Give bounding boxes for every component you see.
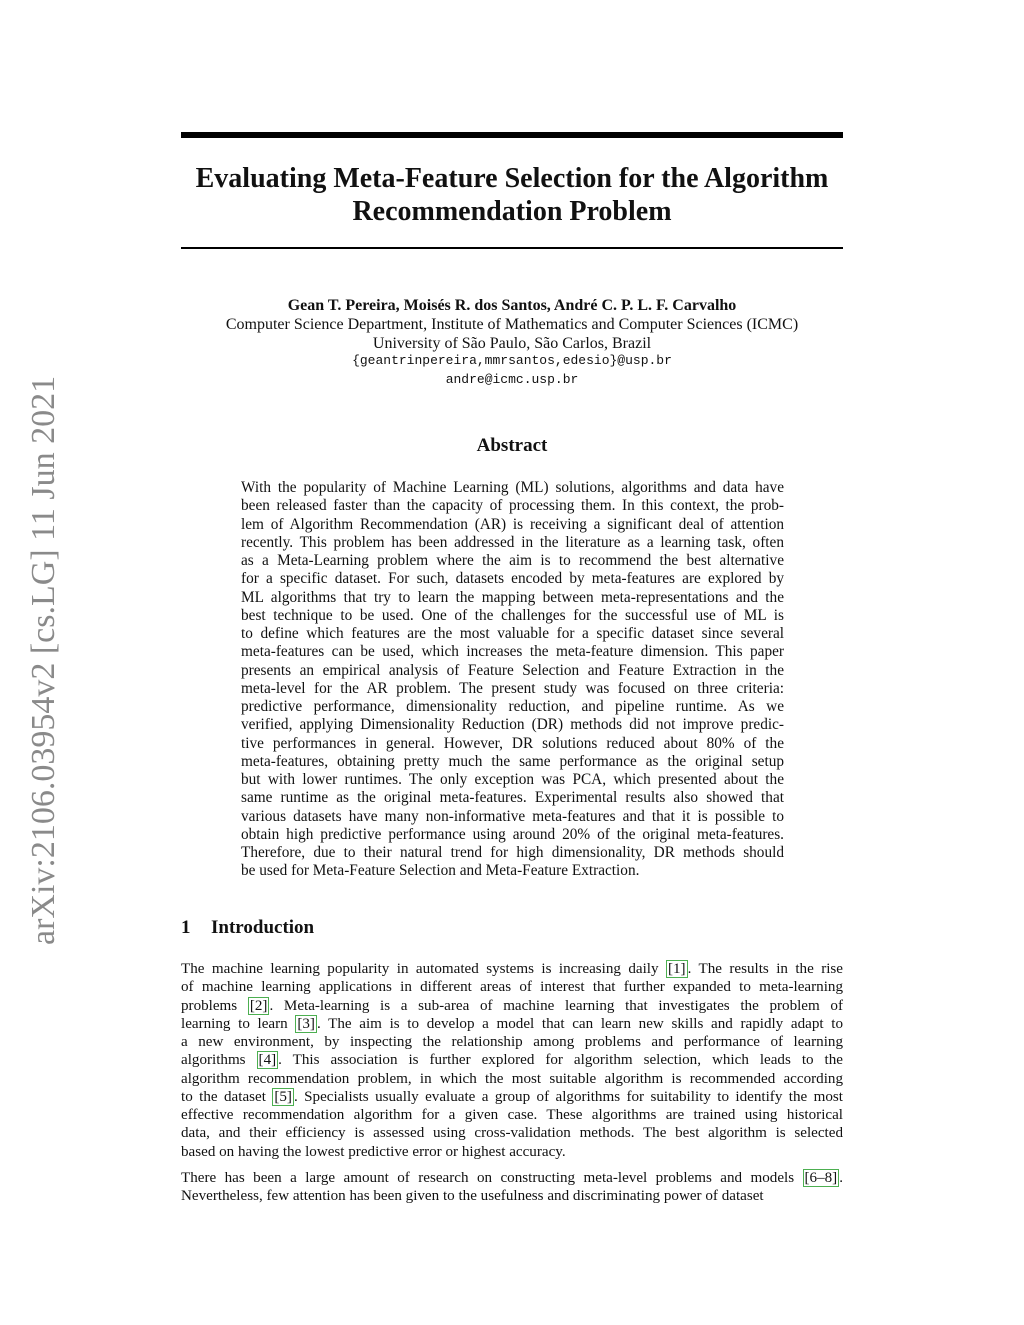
abstract-line: be used for Meta-Feature Selection and Meta-Feature Extraction. [241, 862, 640, 880]
paragraph-text: There has been a large amount of research on constructing meta-level problems and models [181, 1170, 803, 1186]
paper-title-line-1: Evaluating Meta-Feature Selection for the Algorithm [195, 163, 829, 194]
section-heading-introduction [181, 917, 314, 939]
paragraph-text: The machine learning popularity in automated systems is increasing daily [181, 961, 666, 977]
introduction-paragraph-1 [181, 960, 843, 1161]
paragraph-line [181, 997, 843, 1015]
abstract-line: presents an empirical analysis of Feature Selection and Feature Extraction in the [241, 661, 784, 679]
paragraph-line [181, 1106, 843, 1124]
paragraph-line [181, 1033, 843, 1051]
abstract-line: but with lower runtimes. The only exception was PCA, which presented about the [241, 771, 784, 788]
paragraph-text: problems [181, 997, 248, 1014]
abstract-line: meta-level for the AR problem. The present study was focused on three criteria: [241, 679, 784, 697]
abstract-line: been released faster than the capacity of processing them. In this context, the prob- [241, 497, 784, 515]
abstract-line: various datasets have many non-informative meta-features and that it is possible to [241, 807, 784, 825]
paragraph-text: of machine learning applications in different areas of interest that further expanded to meta-learning [181, 979, 843, 996]
abstract-line: With the popularity of Machine Learning (ML) solutions, algorithms and data have [241, 479, 784, 496]
introduction-paragraph-2 [181, 1169, 843, 1206]
abstract-line: recently. This problem has been addressed in the literature as a learning task, often [241, 533, 784, 551]
abstract-line: predictive performance, dimensionality reduction, and pipeline runtime. As we [241, 698, 784, 715]
abstract-line: meta-features can be used, which increases the meta-feature dimension. This paper [241, 643, 784, 661]
paragraph-text: based on having the lowest predictive error or highest accuracy. [181, 1143, 566, 1160]
abstract-line: ML algorithms that try to learn the mapping between meta-representations and the [241, 588, 784, 606]
section-number: 1 [181, 917, 191, 938]
arxiv-sidebar-stamp: arXiv:2106.03954v2 [cs.LG] 11 Jun 2021 [25, 375, 62, 945]
paragraph-text: a new environment, by inspecting the relationship among problems and performance of learning [181, 1034, 843, 1050]
paragraph-line [181, 1143, 843, 1161]
citation-link[interactable]: [6–8] [804, 1170, 838, 1186]
affiliation-university: University of São Paulo, São Carlos, Brazil [372, 335, 652, 352]
paragraph-line [181, 978, 843, 996]
paragraph-line [181, 1187, 843, 1205]
paragraph-text: . The results in the rise [687, 961, 843, 977]
affiliation-department: Computer Science Department, Institute of Mathematics and Computer Sciences (ICMC) [225, 316, 799, 333]
paragraph-text: Nevertheless, few attention has been given to the usefulness and discriminating power of dataset [181, 1188, 764, 1205]
abstract-line: best technique to be used. One of the challenges for the successful use of ML is [241, 606, 784, 624]
paragraph-text: . The aim is to develop a model that can learn new skills and rapidly adapt to [316, 1015, 843, 1032]
paragraph-line [181, 1070, 843, 1088]
citation-link[interactable]: [2] [249, 997, 268, 1014]
paragraph-line [181, 1088, 843, 1106]
paragraph-line [181, 1124, 843, 1142]
paragraph-text: algorithm recommendation problem, in which the most suitable algorithm is recommended according [181, 1070, 843, 1087]
paragraph-text: . This association is further explored for algorithm selection, which leads to the [278, 1052, 843, 1069]
abstract-line: obtain high predictive performance using around 20% of the original meta-features. [241, 825, 784, 843]
abstract-line: for a specific dataset. For such, datasets encoded by meta-features are explored by [241, 570, 784, 588]
abstract-line: Therefore, due to their natural trend for high dimensionality, DR methods should [241, 844, 784, 861]
abstract-line: as a Meta-Learning problem where the aim is to recommend the best alternative [241, 552, 784, 569]
citation-link[interactable]: [4] [258, 1052, 277, 1069]
paper-title [150, 162, 874, 228]
paragraph-text: . Meta-learning is a sub-area of machine learning that investigates the problem of [269, 997, 843, 1014]
paragraph-line [181, 960, 843, 978]
author-email-single[interactable]: andre@icmc.usp.br [445, 372, 579, 387]
paragraph-text: to the dataset [181, 1088, 273, 1105]
abstract-line: to define which features are the most valuable for a specific dataset since several [241, 625, 784, 642]
section-title: Introduction [211, 917, 315, 938]
paragraph-text: data, and their efficiency is assessed using cross-validation methods. The best algorithm is selected [181, 1125, 843, 1142]
author-email-group[interactable]: {geantrinpereira,mmrsantos,edesio}@usp.br [352, 353, 672, 368]
abstract-line: verified, applying Dimensionality Reduction (DR) methods did not improve predic- [241, 716, 784, 734]
paper-title-line-2: Recommendation Problem [352, 196, 672, 227]
title-bottom-rule [181, 247, 843, 249]
abstract-line: tive performances in general. However, DR solutions reduced about 80% of the [241, 734, 784, 752]
paragraph-text: algorithms [181, 1052, 257, 1069]
citation-link[interactable]: [1] [667, 961, 686, 977]
paragraph-line [181, 1169, 843, 1187]
paragraph-line [181, 1015, 843, 1033]
abstract-line: same runtime as the original meta-features. Experimental results also showed that [241, 789, 784, 807]
paragraph-text: . [839, 1170, 843, 1186]
abstract-text [241, 479, 784, 881]
paragraph-text: effective recommendation algorithm for a given case. These algorithms are trained using historical [181, 1107, 843, 1123]
citation-link[interactable]: [3] [297, 1015, 315, 1032]
paragraph-text: learning to learn [181, 1015, 296, 1032]
title-top-rule [181, 132, 843, 138]
paragraph-line [181, 1051, 843, 1069]
citation-link[interactable]: [5] [274, 1088, 292, 1105]
paragraph-text: . Specialists usually evaluate a group of algorithms for suitability to identify the most [293, 1088, 843, 1105]
author-names: Gean T. Pereira, Moisés R. dos Santos, André C. P. L. F. Carvalho [287, 297, 737, 314]
abstract-line: meta-features, obtaining pretty much the same performance as the original setup [241, 752, 784, 770]
abstract-line: lem of Algorithm Recommendation (AR) is receiving a significant deal of attention [241, 515, 784, 533]
abstract-heading: Abstract [476, 435, 548, 456]
